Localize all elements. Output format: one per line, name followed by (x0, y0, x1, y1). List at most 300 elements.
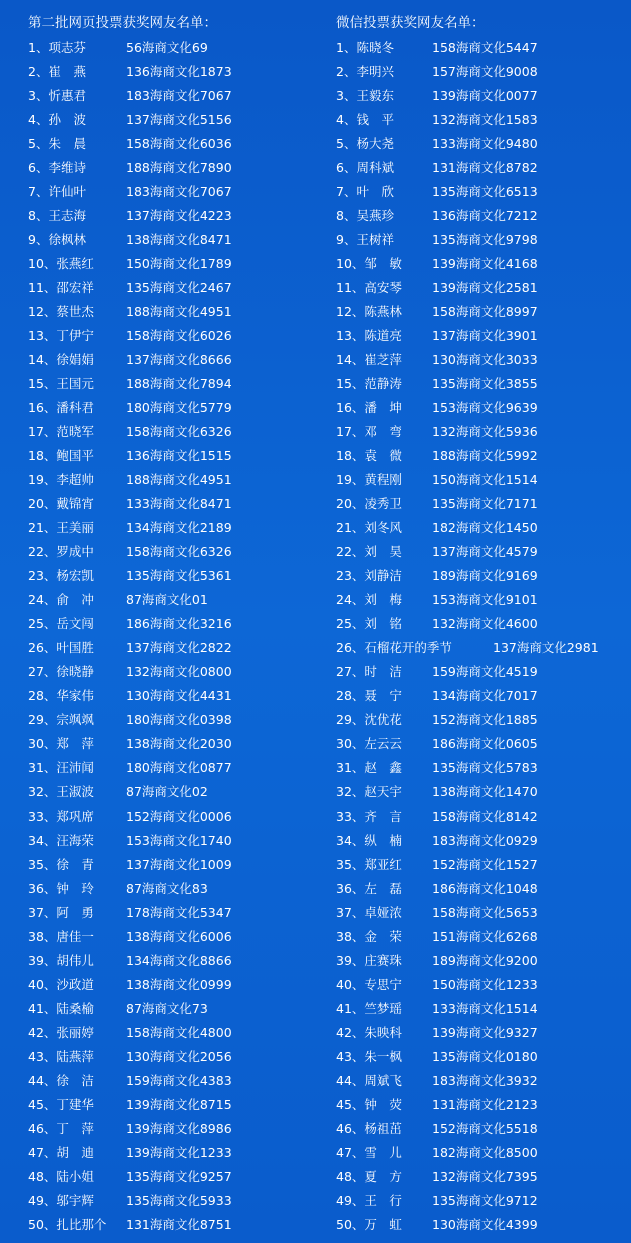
winner-balance: 137海商文化4223 (126, 208, 232, 224)
winner-name: 阿 勇 (56, 904, 94, 920)
winner-name: 刘 铭 (364, 616, 402, 632)
winner-balance: 180海商文化0877 (126, 760, 232, 776)
winner-rank: 5、 (28, 136, 49, 152)
winner-name: 张燕红 (56, 256, 94, 272)
winner-balance: 138海商文化6006 (126, 928, 232, 944)
winner-name: 陆小姐 (56, 1168, 94, 1184)
winner-balance: 135海商文化5933 (126, 1192, 232, 1208)
winner-balance: 153海商文化1740 (126, 832, 232, 848)
winner-rank: 47、 (28, 1144, 57, 1160)
winner-rank: 2、 (336, 64, 357, 80)
list-item (28, 660, 328, 684)
winner-name: 丁伊宁 (56, 328, 94, 344)
winner-name: 刘 昊 (364, 544, 402, 560)
winner-balance: 158海商文化6036 (126, 136, 232, 152)
list-item (28, 348, 328, 372)
winner-rank: 7、 (28, 184, 49, 200)
list-item (336, 540, 626, 564)
winner-rank: 19、 (28, 472, 57, 488)
list-item (336, 997, 626, 1021)
winner-rank: 10、 (336, 256, 365, 272)
winner-name: 邹 敏 (364, 256, 402, 272)
winner-rank: 27、 (336, 664, 365, 680)
winner-rank: 11、 (28, 280, 57, 296)
winner-balance: 130海商文化2056 (126, 1048, 232, 1064)
winner-rank: 1、 (336, 40, 357, 55)
list-item (28, 396, 328, 420)
winner-name: 许仙叶 (48, 184, 86, 200)
winner-balance: 186海商文化0605 (432, 736, 538, 752)
winner-name: 华家伟 (56, 688, 94, 704)
winner-name: 周斌飞 (364, 1072, 402, 1088)
winner-balance: 189海商文化9200 (432, 952, 538, 968)
list-item (336, 1165, 626, 1189)
winner-name: 雪 儿 (364, 1144, 402, 1160)
winner-rank: 9、 (336, 232, 357, 248)
winner-name: 扎比那个 (56, 1216, 107, 1232)
list-item (28, 60, 328, 84)
winner-balance: 158海商文化6326 (126, 424, 232, 440)
list-item (28, 228, 328, 252)
winner-name: 钟 玲 (56, 880, 94, 896)
winner-rank: 41、 (28, 1000, 57, 1016)
winner-balance: 87海商文化83 (126, 880, 208, 896)
winner-rank: 3、 (28, 88, 49, 104)
winner-balance: 158海商文化8142 (432, 808, 538, 824)
list-item (28, 756, 328, 780)
list-item (336, 901, 626, 925)
winner-rank: 26、 (336, 640, 365, 656)
winner-balance: 134海商文化2189 (126, 520, 232, 536)
winner-rank: 16、 (336, 400, 365, 416)
list-item (28, 853, 328, 877)
list-item (336, 420, 626, 444)
winner-rank: 50、 (28, 1216, 57, 1232)
winner-balance: 132海商文化4600 (432, 616, 538, 632)
winner-balance: 138海商文化0999 (126, 976, 232, 992)
list-item (28, 276, 328, 300)
winner-balance: 150海商文化1789 (126, 256, 232, 272)
winner-balance: 130海商文化3033 (432, 352, 538, 368)
list-item (28, 1021, 328, 1045)
winner-balance: 183海商文化0929 (432, 832, 538, 848)
list-item (28, 949, 328, 973)
list-item (28, 780, 328, 804)
list-item (336, 708, 626, 732)
list-item (336, 444, 626, 468)
winner-name: 崔芝萍 (364, 352, 402, 368)
list-item (336, 588, 626, 612)
winner-balance: 135海商文化3855 (432, 376, 538, 392)
winner-balance: 180海商文化5779 (126, 400, 232, 416)
list-item (336, 108, 626, 132)
winner-balance: 138海商文化2030 (126, 736, 232, 752)
winner-rank: 44、 (336, 1072, 365, 1088)
winner-rank: 40、 (28, 976, 57, 992)
winner-balance: 135海商文化5361 (126, 568, 232, 584)
winner-name: 崔 燕 (48, 64, 86, 80)
list-item (28, 732, 328, 756)
winner-balance: 137海商文化2822 (126, 640, 232, 656)
list-item (28, 300, 328, 324)
winner-rank: 17、 (336, 424, 365, 440)
list-item (336, 468, 626, 492)
list-item (28, 1117, 328, 1141)
winner-balance: 137海商文化1009 (126, 856, 232, 872)
winner-balance: 135海商文化6513 (432, 184, 538, 200)
winner-rank: 14、 (336, 352, 365, 368)
list-item (28, 1165, 328, 1189)
winner-name: 刘冬风 (364, 520, 402, 536)
winner-rank: 50、 (336, 1216, 365, 1232)
winner-rank: 6、 (28, 160, 49, 176)
winner-balance: 183海商文化7067 (126, 88, 232, 104)
wechat-vote-winner-list (336, 36, 626, 1237)
winner-name: 王树祥 (356, 232, 394, 248)
winner-name: 汪海荣 (56, 832, 94, 848)
wechat-vote-winners-column (336, 12, 626, 1237)
winner-name: 徐娟娟 (56, 352, 94, 368)
winner-balance: 152海商文化1527 (432, 856, 538, 872)
winner-balance: 139海商文化0077 (432, 88, 538, 104)
winner-rank: 18、 (336, 448, 365, 464)
winner-balance: 182海商文化1450 (432, 520, 538, 536)
winner-name: 郑亚红 (364, 856, 402, 872)
winner-balance: 152海商文化1885 (432, 712, 538, 728)
winner-balance: 87海商文化73 (126, 1000, 208, 1016)
winner-balance: 132海商文化5936 (432, 424, 538, 440)
winner-rank: 21、 (28, 520, 57, 536)
list-item (336, 372, 626, 396)
list-item (336, 780, 626, 804)
winner-rank: 39、 (28, 952, 57, 968)
list-item (28, 612, 328, 636)
winner-name: 刘静洁 (364, 568, 402, 584)
winner-name: 陈晓冬 (356, 40, 394, 55)
list-item (28, 1213, 328, 1237)
winner-rank: 32、 (336, 784, 365, 800)
winner-rank: 34、 (336, 832, 365, 848)
winner-balance: 180海商文化0398 (126, 712, 232, 728)
winner-rank: 14、 (28, 352, 57, 368)
winner-rank: 33、 (336, 808, 365, 824)
list-item (336, 348, 626, 372)
list-item (28, 84, 328, 108)
list-item (28, 420, 328, 444)
list-item (28, 1069, 328, 1093)
winner-balance: 159海商文化4519 (432, 664, 538, 680)
winner-rank: 10、 (28, 256, 57, 272)
winner-name: 石榴花开的季节 (364, 640, 452, 656)
winner-balance: 188海商文化7890 (126, 160, 232, 176)
winner-rank: 8、 (336, 208, 357, 224)
list-item (28, 636, 328, 660)
list-item (336, 636, 626, 660)
winner-name: 钟 荧 (364, 1096, 402, 1112)
winner-balance: 131海商文化2123 (432, 1096, 538, 1112)
winner-balance: 134海商文化8866 (126, 952, 232, 968)
list-item (28, 1141, 328, 1165)
winner-name: 朱一枫 (364, 1048, 402, 1064)
winner-rank: 49、 (336, 1192, 365, 1208)
list-item (28, 1045, 328, 1069)
winner-name: 汪沛闻 (56, 760, 94, 776)
list-item (336, 156, 626, 180)
winner-name: 朱映科 (364, 1024, 402, 1040)
winner-balance: 138海商文化8471 (126, 232, 232, 248)
winner-balance: 158海商文化6026 (126, 328, 232, 344)
list-item (28, 925, 328, 949)
list-item (28, 1093, 328, 1117)
winner-balance: 153海商文化9639 (432, 400, 538, 416)
winner-name: 高安琴 (364, 280, 402, 296)
winner-balance: 139海商文化8715 (126, 1096, 232, 1112)
list-item (336, 1213, 626, 1237)
list-item (336, 973, 626, 997)
winner-balance: 188海商文化7894 (126, 376, 232, 392)
winner-balance: 135海商文化5783 (432, 760, 538, 776)
list-item (336, 228, 626, 252)
winner-balance: 158海商文化4800 (126, 1024, 232, 1040)
winner-balance: 130海商文化4431 (126, 688, 232, 704)
winner-rank: 40、 (336, 976, 365, 992)
winner-rank: 25、 (336, 616, 365, 632)
winner-rank: 18、 (28, 448, 57, 464)
winner-balance: 135海商文化9712 (432, 1192, 538, 1208)
winner-name: 徐 洁 (56, 1072, 94, 1088)
winner-balance: 186海商文化3216 (126, 616, 232, 632)
winner-rank: 16、 (28, 400, 57, 416)
winner-rank: 23、 (28, 568, 57, 584)
winner-balance: 133海商文化1514 (432, 1000, 538, 1016)
winner-balance: 158海商文化6326 (126, 544, 232, 560)
winner-name: 蔡世杰 (56, 304, 94, 320)
winner-rank: 2、 (28, 64, 49, 80)
winner-name: 周科斌 (356, 160, 394, 176)
winner-name: 杨祖茁 (364, 1120, 402, 1136)
winner-rank: 45、 (336, 1096, 365, 1112)
list-item (28, 132, 328, 156)
winner-name: 鲍国平 (56, 448, 94, 464)
winner-balance: 151海商文化6268 (432, 928, 538, 944)
list-item (336, 492, 626, 516)
list-item (28, 540, 328, 564)
winner-name: 卓娅浓 (364, 904, 402, 920)
list-item (336, 1141, 626, 1165)
list-item (28, 805, 328, 829)
winner-name: 范晓军 (56, 424, 94, 440)
list-item (28, 492, 328, 516)
winner-balance: 188海商文化4951 (126, 472, 232, 488)
winner-rank: 43、 (336, 1048, 365, 1064)
winner-balance: 135海商文化9257 (126, 1168, 232, 1184)
winner-balance: 178海商文化5347 (126, 904, 232, 920)
winner-rank: 43、 (28, 1048, 57, 1064)
winner-name: 刘 梅 (364, 592, 402, 608)
winner-name: 王 行 (364, 1192, 402, 1208)
winner-name: 岳文闯 (56, 616, 94, 632)
winner-name: 胡 迪 (56, 1144, 94, 1160)
list-item (336, 516, 626, 540)
winner-rank: 27、 (28, 664, 57, 680)
winner-balance: 188海商文化4951 (126, 304, 232, 320)
winner-name: 王美丽 (56, 520, 94, 536)
winner-rank: 22、 (28, 544, 57, 560)
list-item (336, 36, 626, 60)
winner-rank: 37、 (28, 904, 57, 920)
winner-name: 袁 微 (364, 448, 402, 464)
winner-balance: 132海商文化7395 (432, 1168, 538, 1184)
winner-rank: 32、 (28, 784, 57, 800)
winner-name: 王淑波 (56, 784, 94, 800)
winner-name: 唐佳一 (56, 928, 94, 944)
winner-balance: 157海商文化9008 (432, 64, 538, 80)
winner-rank: 1、 (28, 40, 49, 55)
list-item (28, 204, 328, 228)
list-item (336, 396, 626, 420)
list-item (336, 877, 626, 901)
winner-balance: 87海商文化02 (126, 784, 208, 800)
winner-balance: 137海商文化2981 (493, 640, 599, 656)
winner-rank: 28、 (28, 688, 57, 704)
winner-rank: 7、 (336, 184, 357, 200)
list-item (28, 708, 328, 732)
winner-balance: 137海商文化4579 (432, 544, 538, 560)
winner-rank: 36、 (336, 880, 365, 896)
winner-balance: 133海商文化8471 (126, 496, 232, 512)
winner-name: 王国元 (56, 376, 94, 392)
winner-rank: 13、 (336, 328, 365, 344)
list-item (28, 468, 328, 492)
list-item (28, 444, 328, 468)
list-item (28, 684, 328, 708)
winner-name: 罗成中 (56, 544, 94, 560)
winner-balance: 136海商文化1873 (126, 64, 232, 80)
winner-name: 左云云 (364, 736, 402, 752)
winner-name: 钱 平 (356, 112, 394, 128)
winner-name: 叶国胜 (56, 640, 94, 656)
winner-name: 金 荣 (364, 928, 402, 944)
winner-name: 王志海 (48, 208, 86, 224)
winner-name: 邓 弯 (364, 424, 402, 440)
winner-name: 俞 冲 (56, 592, 94, 608)
winner-rank: 21、 (336, 520, 365, 536)
winner-rank: 6、 (336, 160, 357, 176)
winner-rank: 19、 (336, 472, 365, 488)
list-item (336, 684, 626, 708)
winner-name: 专思宁 (364, 976, 402, 992)
winner-balance: 183海商文化7067 (126, 184, 232, 200)
winner-balance: 131海商文化8782 (432, 160, 538, 176)
list-item (336, 1117, 626, 1141)
winner-name: 陈道亮 (364, 328, 402, 344)
winner-name: 齐 言 (364, 808, 402, 824)
list-item (28, 180, 328, 204)
winner-balance: 152海商文化0006 (126, 808, 232, 824)
winner-rank: 39、 (336, 952, 365, 968)
list-item (336, 1069, 626, 1093)
winner-rank: 30、 (336, 736, 365, 752)
winner-name: 时 洁 (364, 664, 402, 680)
winner-rank: 22、 (336, 544, 365, 560)
list-item (336, 60, 626, 84)
winner-rank: 12、 (336, 304, 365, 320)
winner-name: 徐 青 (56, 856, 94, 872)
winner-rank: 35、 (336, 856, 365, 872)
list-item (28, 997, 328, 1021)
winner-balance: 139海商文化8986 (126, 1120, 232, 1136)
winner-name: 潘 坤 (364, 400, 402, 416)
winner-rank: 28、 (336, 688, 365, 704)
winner-rank: 44、 (28, 1072, 57, 1088)
winner-rank: 4、 (336, 112, 357, 128)
winner-name: 忻惠君 (48, 88, 86, 104)
list-item (336, 829, 626, 853)
winner-name: 邬宇辉 (56, 1192, 94, 1208)
winner-name: 夏 方 (364, 1168, 402, 1184)
winner-rank: 46、 (28, 1120, 57, 1136)
list-item (28, 372, 328, 396)
wechat-vote-list-title: 微信投票获奖网友名单： (336, 15, 485, 31)
list-item (28, 829, 328, 853)
winner-rank: 31、 (336, 760, 365, 776)
winner-rank: 33、 (28, 808, 57, 824)
winner-rank: 3、 (336, 88, 357, 104)
winner-balance: 130海商文化4399 (432, 1216, 538, 1232)
winner-balance: 135海商文化7171 (432, 496, 538, 512)
winner-name: 陆燕萍 (56, 1048, 94, 1064)
list-item (28, 564, 328, 588)
winner-balance: 150海商文化1514 (432, 472, 538, 488)
winner-balance: 138海商文化1470 (432, 784, 538, 800)
winner-rank: 42、 (336, 1024, 365, 1040)
winner-rank: 36、 (28, 880, 57, 896)
winner-rank: 37、 (336, 904, 365, 920)
winner-name: 潘科君 (56, 400, 94, 416)
winner-rank: 15、 (336, 376, 365, 392)
winner-rank: 48、 (28, 1168, 57, 1184)
list-item (336, 324, 626, 348)
winner-name: 孙 波 (48, 112, 86, 128)
winner-name: 李超帅 (56, 472, 94, 488)
winner-name: 胡伟儿 (56, 952, 94, 968)
list-item (336, 1093, 626, 1117)
web-vote-list-title: 第二批网页投票获奖网友名单： (28, 15, 217, 31)
winner-rank: 9、 (28, 232, 49, 248)
winner-balance: 135海商文化2467 (126, 280, 232, 296)
winner-rank: 24、 (28, 592, 57, 608)
winner-rank: 29、 (336, 712, 365, 728)
winner-name: 赵天宇 (364, 784, 402, 800)
list-item (28, 252, 328, 276)
winner-name: 黄程刚 (364, 472, 402, 488)
winner-name: 纵 楠 (364, 832, 402, 848)
winner-rank: 12、 (28, 304, 57, 320)
winner-balance: 137海商文化5156 (126, 112, 232, 128)
winner-name: 陆桑榆 (56, 1000, 94, 1016)
winner-balance: 139海商文化1233 (126, 1144, 232, 1160)
list-item (336, 1189, 626, 1213)
winner-balance: 135海商文化9798 (432, 232, 538, 248)
winner-balance: 137海商文化8666 (126, 352, 232, 368)
winner-balance: 189海商文化9169 (432, 568, 538, 584)
winner-balance: 158海商文化8997 (432, 304, 538, 320)
list-item (28, 324, 328, 348)
list-item (28, 36, 328, 60)
winner-name: 范静涛 (364, 376, 402, 392)
winner-rank: 47、 (336, 1144, 365, 1160)
list-item (336, 1045, 626, 1069)
